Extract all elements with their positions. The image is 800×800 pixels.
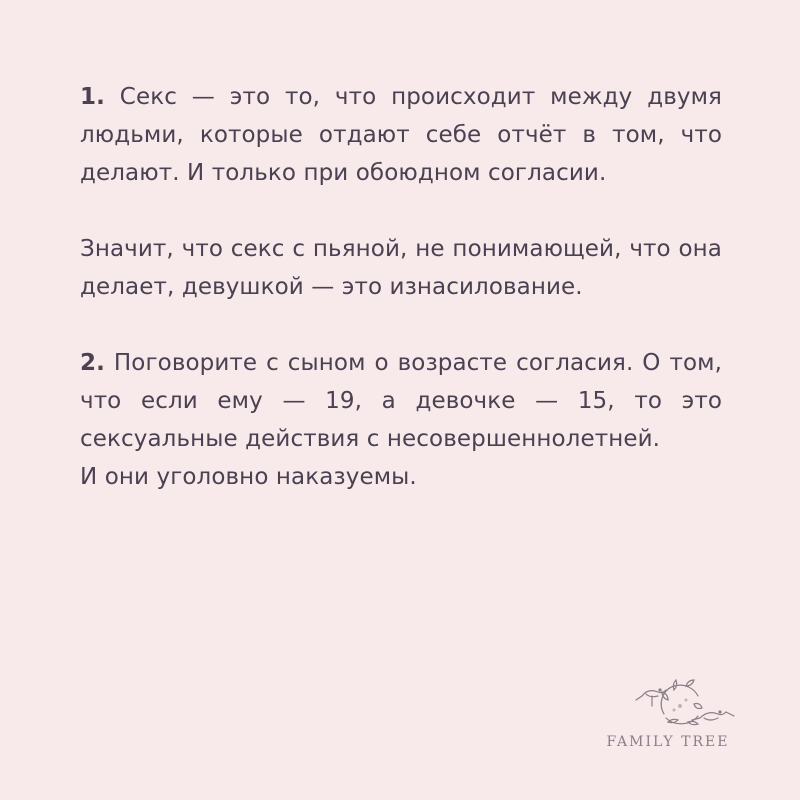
paragraph-last-line: И они уголовно наказуемы. [80, 464, 417, 490]
paragraph-2 [80, 230, 722, 306]
text-content [80, 78, 722, 496]
family-tree-logo [596, 674, 740, 754]
paragraph-number: 1. [80, 84, 105, 110]
paragraph-1 [80, 78, 722, 192]
birds-wreath-icon [634, 674, 740, 732]
logo-text: FAMILY TREE [606, 734, 730, 750]
paragraph-text: Значит, что секс с пьяной, не понимающей, что она делает, девушкой — это изнасилование. [80, 236, 722, 300]
paragraph-text: Поговорите с сыном о возрасте согласия. О том, что если ему — 19, а девочке — 15, то это сексуальные действия с несовершеннолетней. [80, 350, 722, 452]
paragraph-number: 2. [80, 350, 105, 376]
paragraph-text: Секс — это то, что происходит между двумя людьми, которые отдают себе отчёт в том, что делают. И только при обоюдном согласии. [80, 84, 722, 186]
paragraph-3 [80, 344, 722, 496]
